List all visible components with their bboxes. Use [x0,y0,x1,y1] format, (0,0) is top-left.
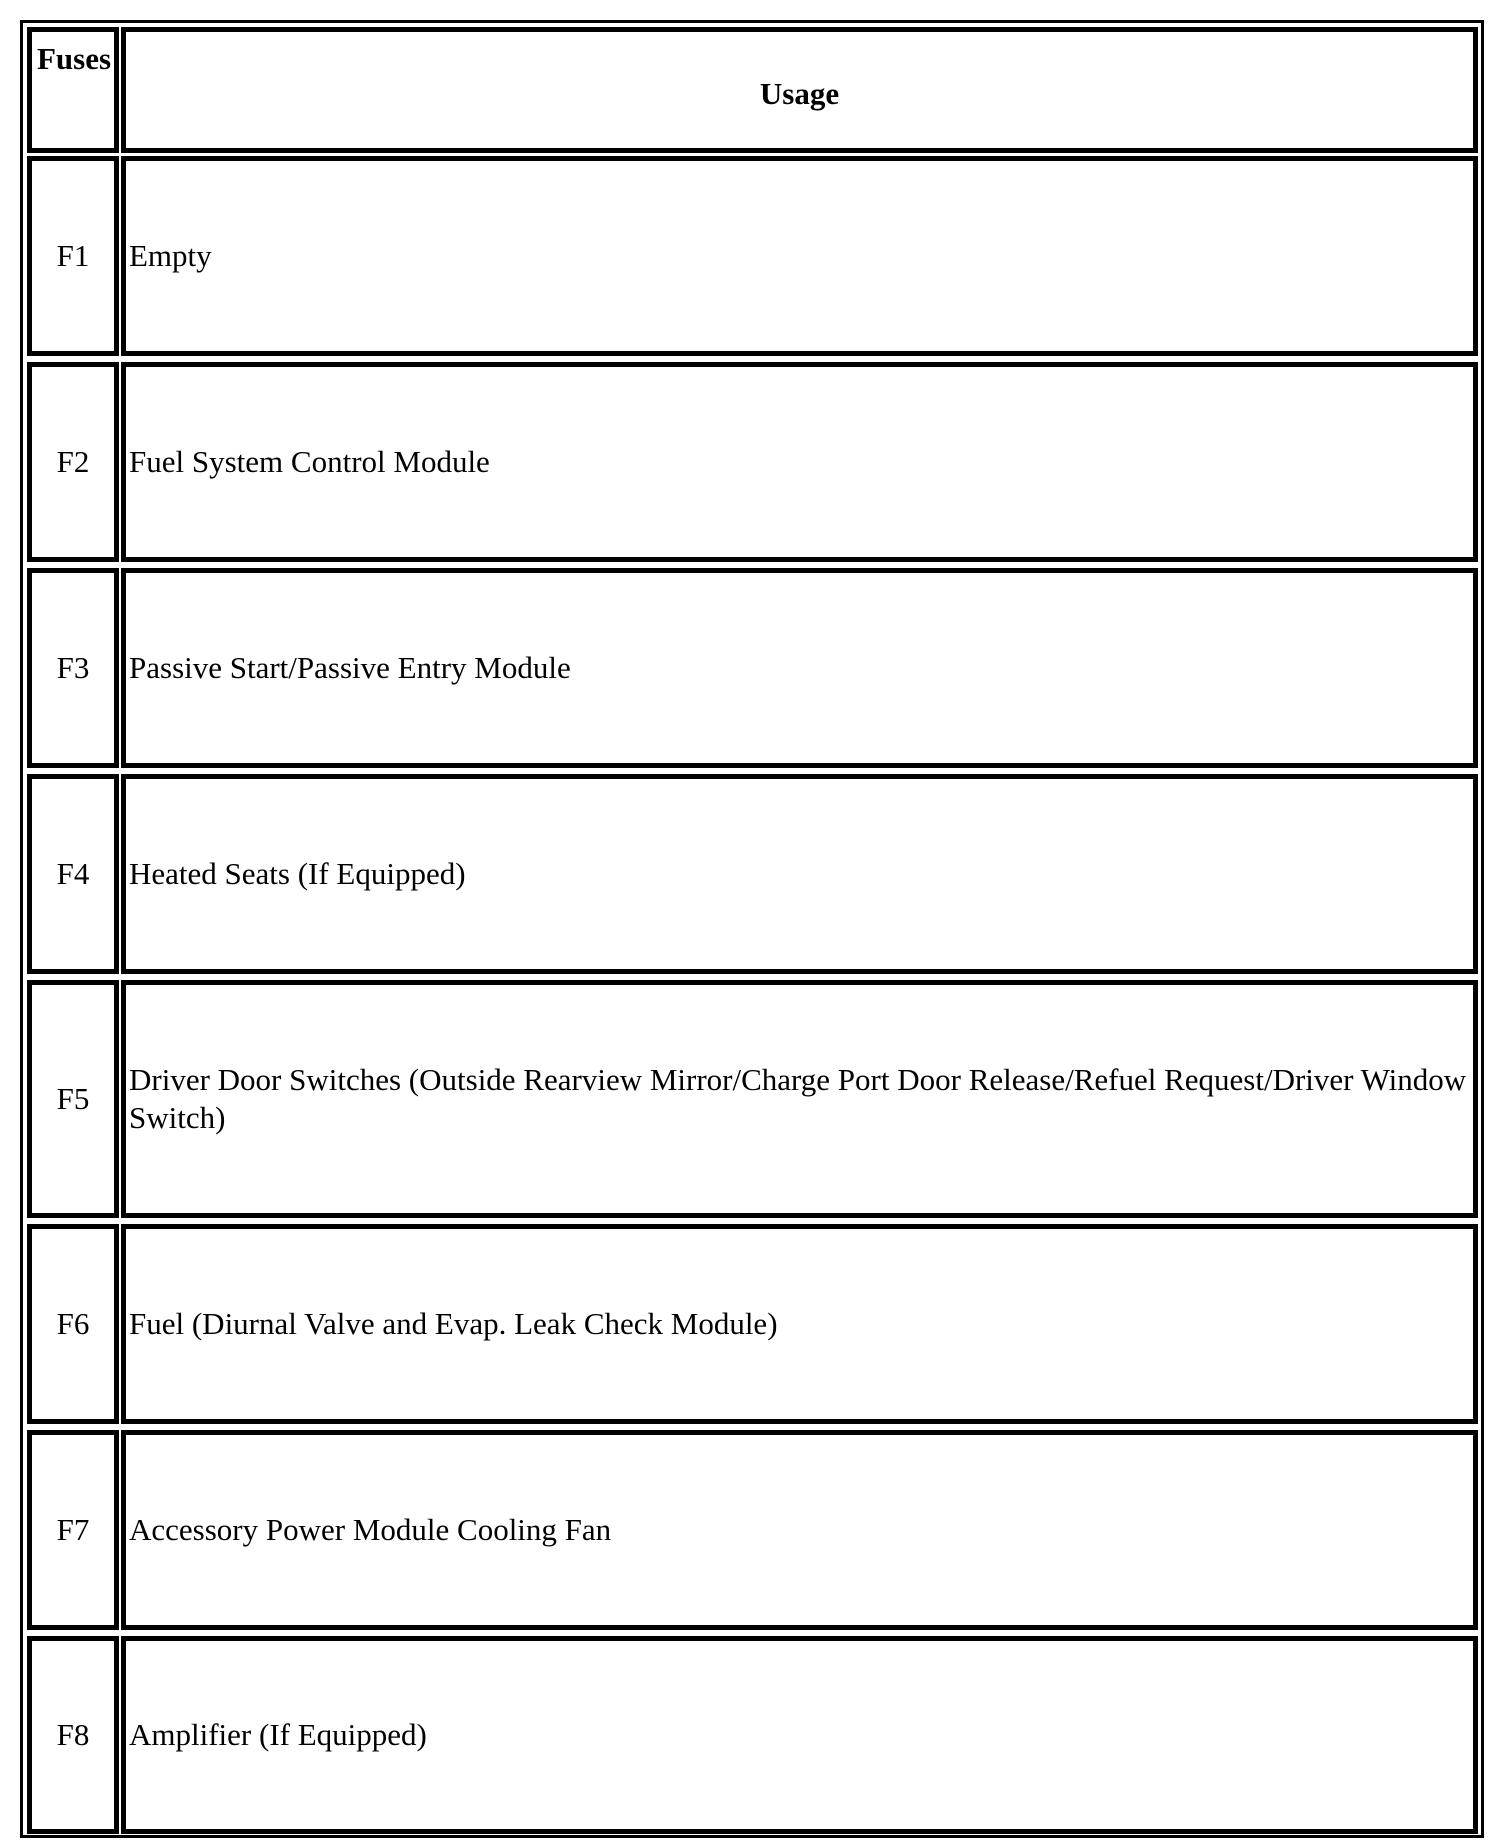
fuse-id: F5 [56,1081,90,1116]
fuse-id: F6 [56,1306,90,1341]
table-row-fuse-cell [27,362,119,562]
usage-text: Empty [129,238,212,273]
table-row-usage-cell [121,980,1478,1218]
usage-text: Passive Start/Passive Entry Module [129,650,571,685]
usage-text: Driver Door Switches (Outside Rearview Mirror/Charge Port Door Release/Refuel Request/Driver Window Switch) [129,1062,1467,1135]
table-row-usage-cell [121,1636,1478,1834]
usage-text: Fuel System Control Module [129,444,490,479]
table-row-usage-cell [121,1430,1478,1630]
column-header-usage-label: Usage [759,76,840,111]
column-header-usage [121,27,1478,153]
table-row-fuse-cell [27,568,119,768]
table-row-usage-cell [121,362,1478,562]
table-row-fuse-cell [27,1636,119,1834]
table-row-fuse-cell [27,156,119,356]
column-header-fuses [27,27,119,153]
fuse-id: F7 [56,1512,90,1547]
fuse-id: F2 [56,444,90,479]
usage-text: Fuel (Diurnal Valve and Evap. Leak Check Module) [129,1306,778,1341]
usage-text: Amplifier (If Equipped) [129,1717,427,1752]
table-row-fuse-cell [27,980,119,1218]
fuse-id: F3 [56,650,90,685]
usage-text: Accessory Power Module Cooling Fan [129,1512,612,1547]
table-row-usage-cell [121,774,1478,974]
table-row-fuse-cell [27,1224,119,1424]
fuse-id: F8 [56,1717,90,1752]
fuse-id: F1 [56,238,90,273]
table-row-fuse-cell [27,1430,119,1630]
usage-text: Heated Seats (If Equipped) [129,856,466,891]
table-row-usage-cell [121,568,1478,768]
table-row-usage-cell [121,156,1478,356]
fuse-id: F4 [56,856,90,891]
table-row-fuse-cell [27,774,119,974]
table-row-usage-cell [121,1224,1478,1424]
column-header-fuses-label: Fuses [37,41,112,76]
